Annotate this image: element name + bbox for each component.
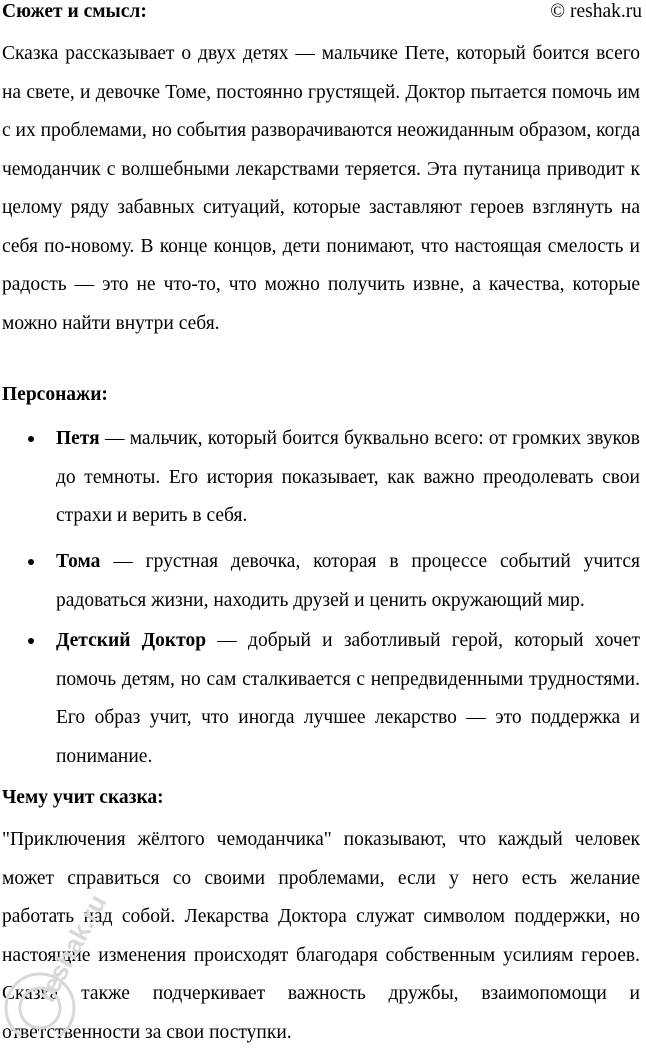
watermark-text: reshak.ru [30, 889, 113, 1007]
bullet-icon [28, 638, 34, 644]
character-text [56, 420, 640, 536]
plot-paragraph: Сказка рассказывает о двух детях — мальчике Пете, который боится всего на свете, и девочке Томе, постоянно грустящей. Доктор пытается помочь им с их проблемами, но события разворачиваются неожиданным образом, когда чемоданчик с волшебными лекарствами теряется. Эта путаница приводит к целому ряду забавных ситуаций, которые заставляют героев взглянуть на себя по-новому. В конце концов, дети понимают, что настоящая смелость и радость — это не что-то, что можно получить извне, а качества, которые можно найти внутри себя. [2, 43, 640, 334]
character-text [56, 543, 640, 620]
bullet-icon [28, 436, 34, 442]
character-text [56, 622, 640, 776]
lesson-heading: Чему учит сказка: [2, 787, 164, 808]
character-name: Детский Доктор [56, 630, 207, 651]
bullet-icon [28, 559, 34, 565]
header-row [0, 0, 642, 24]
character-description: — добрый и заботливый герой, который хочет помочь детям, но сам сталкивается с непредвиденными трудностями. Его образ учит, что иногда лучшее лекарство — это поддержка и понимание. [56, 630, 640, 767]
character-name: Петя [56, 428, 100, 449]
character-description: — мальчик, который боится буквально всего: от громких звуков до темноты. Его история показывает, как важно преодолевать свои страхи и верить в себя. [56, 428, 640, 526]
lesson-paragraph: "Приключения жёлтого чемоданчика" показывают, что каждый человек может справиться со своими проблемами, если у него есть желание работать над собой. Лекарства Доктора служат символом поддержки, но настоящие изменения происходят благодаря собственным усилиям героев. Сказка также подчеркивает важность дружбы, взаимопомощи и ответственности за свои поступки. [2, 829, 640, 1043]
characters-heading: Персонажи: [2, 384, 108, 405]
character-description: — грустная девочка, которая в процессе событий учится радоваться жизни, находить друзей и ценить окружающий мир. [56, 551, 640, 611]
character-name: Тома [56, 551, 101, 572]
plot-heading: Сюжет и смысл: [2, 1, 147, 22]
brand-label: © reshak.ru [550, 1, 642, 22]
